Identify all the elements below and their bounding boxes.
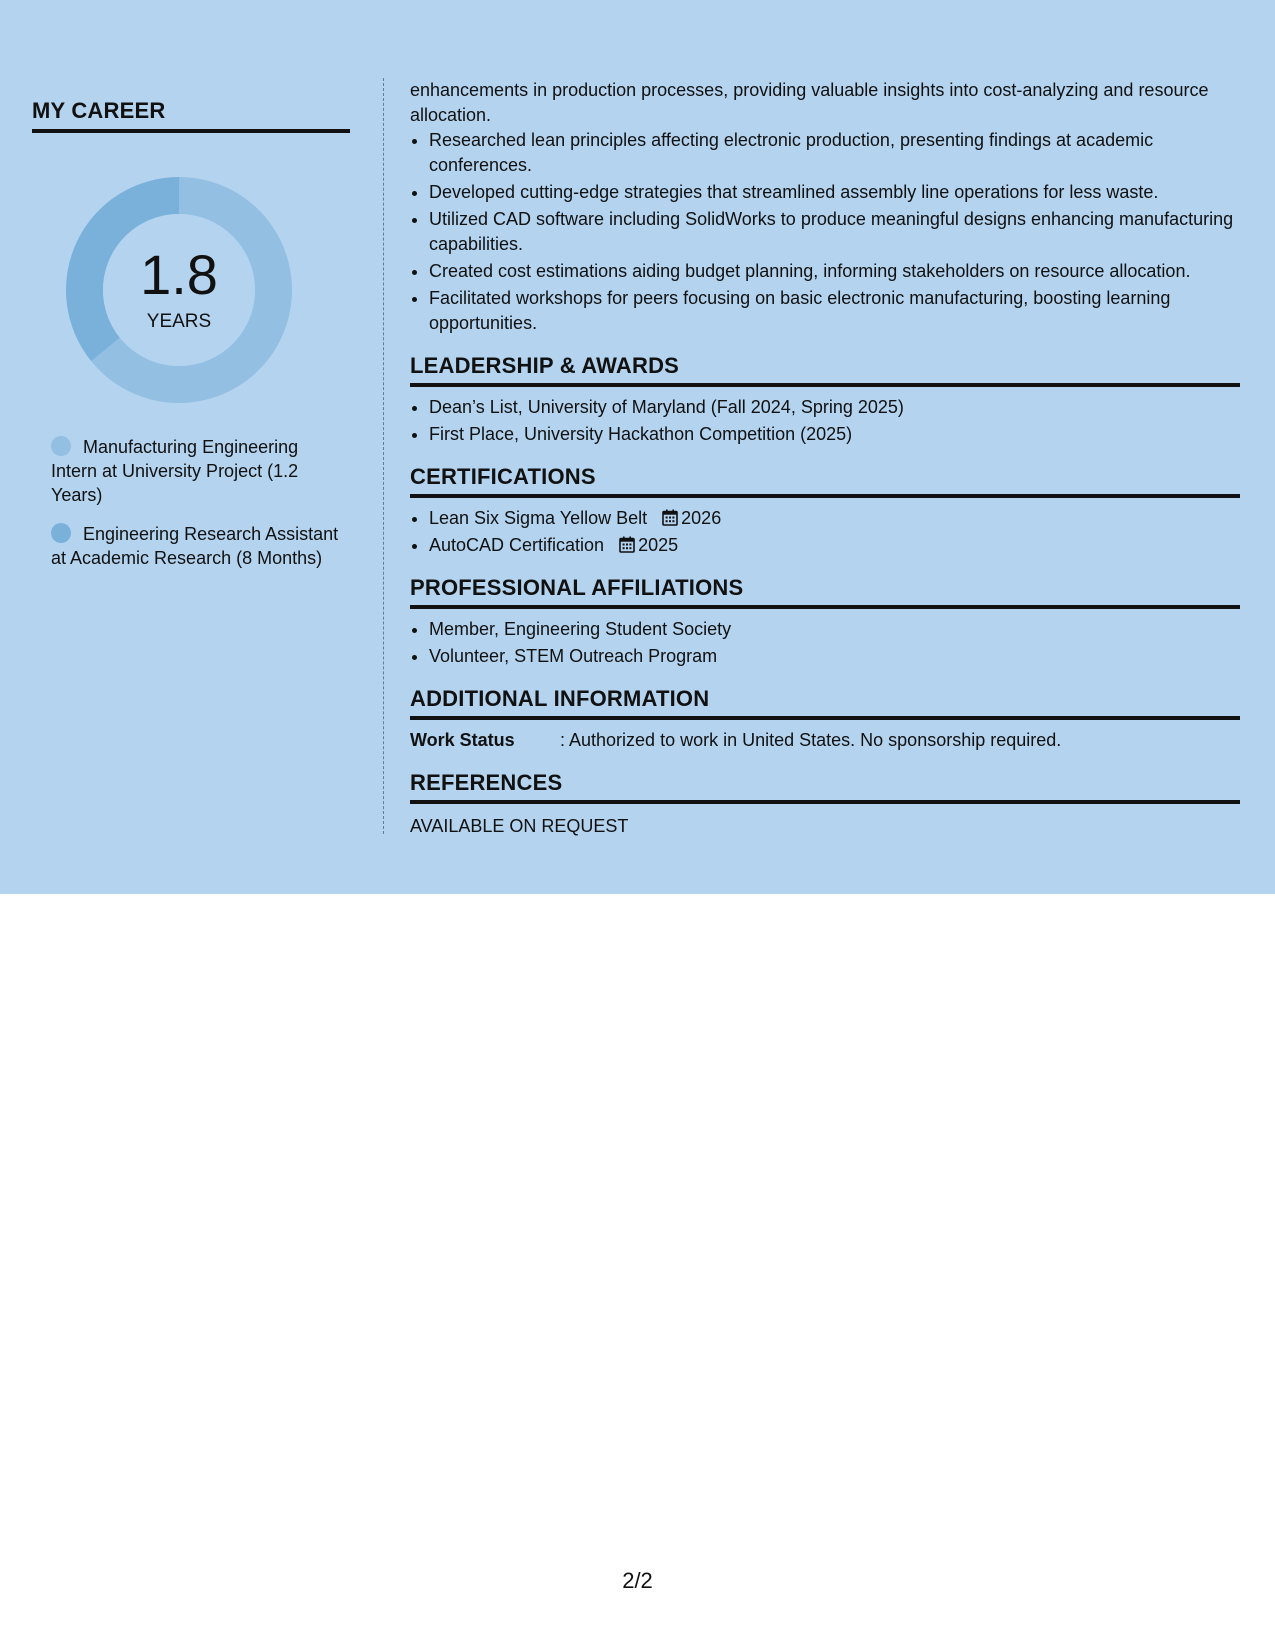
list-item: • Dean’s List, University of Maryland (Fall 2024, Spring 2025) [429, 395, 1240, 420]
list-item: • Facilitated workshops for peers focusing on basic electronic manufacturing, boosting learning opportunities. [429, 286, 1240, 336]
career-legend [51, 435, 341, 570]
list-item: • First Place, University Hackathon Competition (2025) [429, 422, 1240, 447]
certification-name: AutoCAD Certification [429, 535, 605, 555]
legend-item [51, 522, 341, 570]
leadership-section [410, 353, 1240, 447]
career-heading: MY CAREER [32, 98, 350, 133]
leadership-list [410, 395, 1240, 447]
certification-date [619, 535, 678, 555]
calendar-icon [662, 509, 678, 526]
legend-label: Manufacturing Engineering Intern at University Project (1.2 Years) [51, 437, 299, 505]
references-heading: REFERENCES [410, 770, 1240, 804]
list-item: • Volunteer, STEM Outreach Program [429, 644, 1240, 669]
career-total-value: 1.8 [140, 243, 218, 306]
certification-year: 2025 [638, 535, 679, 555]
career-total-unit: YEARS [146, 311, 212, 332]
work-status-value: : Authorized to work in United States. No sponsorship required. [560, 730, 1062, 750]
certifications-section [410, 464, 1240, 558]
main-content [410, 78, 1240, 839]
column-divider [383, 78, 384, 834]
legend-label: Engineering Research Assistant at Academic Research (8 Months) [51, 524, 339, 568]
career-sidebar [32, 98, 350, 585]
certifications-heading: CERTIFICATIONS [410, 464, 1240, 498]
certification-name: Lean Six Sigma Yellow Belt [429, 508, 648, 528]
references-section [410, 770, 1240, 839]
additional-info-section [410, 686, 1240, 753]
leadership-heading: LEADERSHIP & AWARDS [410, 353, 1240, 387]
affiliations-heading: PROFESSIONAL AFFILIATIONS [410, 575, 1240, 609]
legend-dot [51, 523, 71, 543]
list-item: • Created cost estimations aiding budget planning, informing stakeholders on resource allocation. [429, 259, 1240, 284]
work-status-label: Work Status [410, 730, 515, 750]
certification-date [662, 508, 721, 528]
list-item [429, 533, 1240, 558]
certifications-list [410, 506, 1240, 558]
affiliations-section [410, 575, 1240, 669]
list-item: • Utilized CAD software including SolidWorks to produce meaningful designs enhancing manufacturing capabilities. [429, 207, 1240, 257]
references-text: AVAILABLE ON REQUEST [410, 816, 629, 836]
list-item: • Developed cutting-edge strategies that streamlined assembly line operations for less waste. [429, 180, 1240, 205]
list-item: • Researched lean principles affecting electronic production, presenting findings at academic conferences. [429, 128, 1240, 178]
legend-dot [51, 436, 71, 456]
experience-continued-text: enhancements in production processes, providing valuable insights into cost-analyzing and resource allocation. [410, 80, 1209, 125]
additional-info-heading: ADDITIONAL INFORMATION [410, 686, 1240, 720]
work-status-row [410, 728, 1240, 753]
calendar-icon [619, 536, 635, 553]
list-item [429, 506, 1240, 531]
list-item: • Member, Engineering Student Society [429, 617, 1240, 642]
career-donut-chart [66, 177, 292, 403]
experience-bullets [410, 128, 1240, 336]
certification-year: 2026 [681, 508, 722, 528]
affiliations-list [410, 617, 1240, 669]
legend-item [51, 435, 341, 507]
page-number: 2/2 [622, 1568, 653, 1593]
